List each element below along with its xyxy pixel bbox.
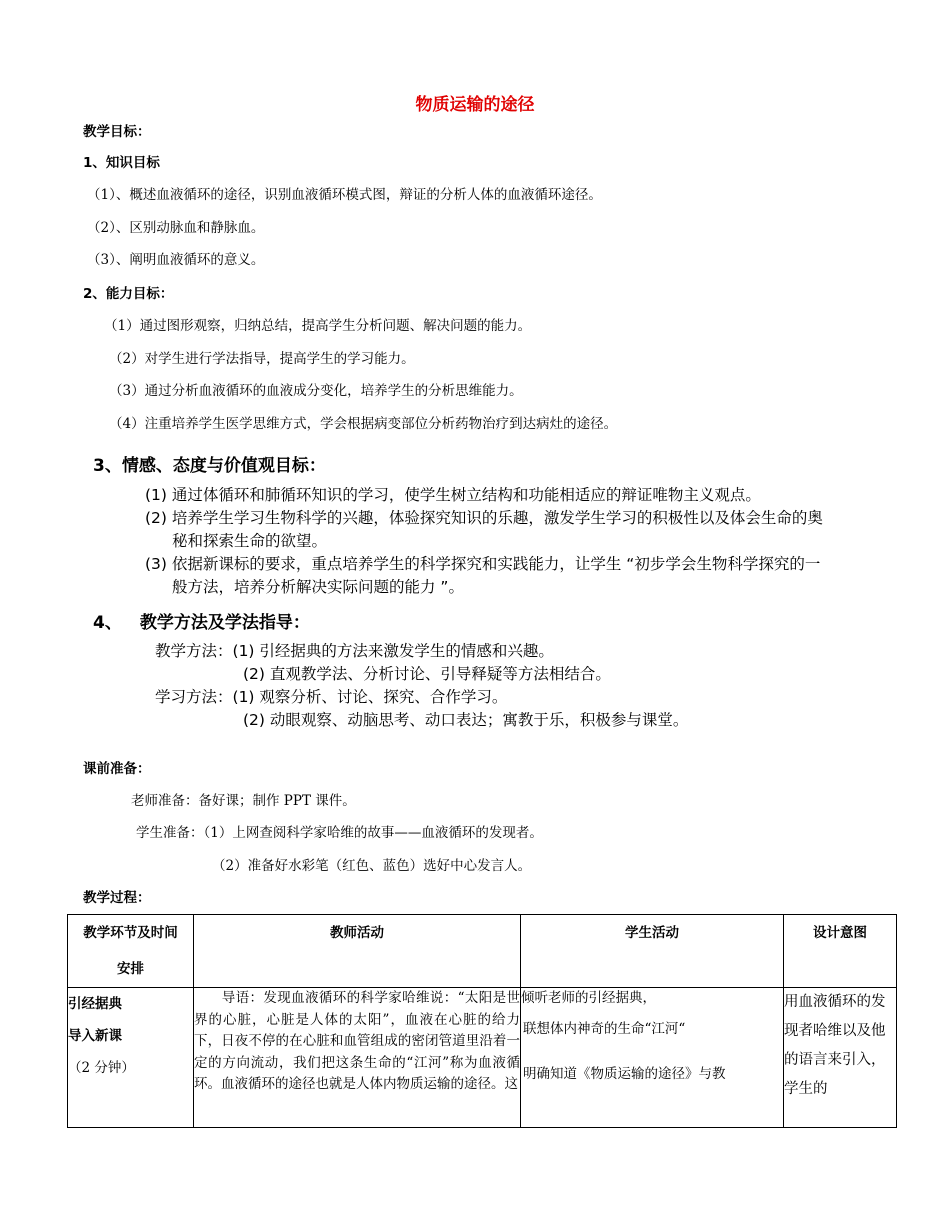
row-teacher-cell: 导语：发现血液循环的科学家哈维说：“太阳是世界的心脏，心脏是人体的太阳”，血液在心脏的给力下，日夜不停的在心脏和血管组成的密闭管道里沿着一定的方向流动，我们把这条生命的“江河”称为血液循环。血液循环的途径也就是人体内物质运输的途径。这	[194, 988, 521, 1128]
header-design: 设计意图	[784, 915, 897, 988]
header-teacher: 教师活动	[194, 915, 521, 988]
objectives-heading: 教学目标：	[83, 124, 151, 140]
knowledge-item: （2）、区别动脉血和静脉血。	[87, 220, 265, 236]
emotion-item-3-line-2: 般方法，培养分析解决实际问题的能力 ”。	[172, 578, 464, 596]
header-stage-line-2: 安排	[117, 961, 144, 977]
teach-method-2: (2) 直观教学法、分析讨论、引导释疑等方法相结合。	[243, 665, 611, 683]
methods-heading-text: 教学方法及学法指导：	[139, 613, 310, 633]
row-stage-cell	[68, 988, 194, 1128]
row-design-cell: 用血液循环的发现者哈维以及他的语言来引入，学生的	[784, 988, 897, 1128]
header-stage	[68, 915, 194, 988]
ability-item: （1）通过图形观察，归纳总结，提高学生分析问题、解决问题的能力。	[104, 318, 532, 334]
teach-method-1: (1) 引经据典的方法来激发学生的情感和兴趣。	[232, 642, 554, 660]
row-student-line-3: 明确知道《物质运输的途径》与教	[523, 1066, 726, 1082]
learn-method-1: (1) 观察分析、讨论、探究、合作学习。	[232, 688, 508, 706]
ability-heading: 2、能力目标：	[83, 286, 174, 302]
ability-item: （2）对学生进行学法指导，提高学生的学习能力。	[109, 351, 415, 367]
emotion-item-3-line-1: (3) 依据新课标的要求，重点培养学生的科学探究和实践能力，让学生 “初步学会生物科学探究的一	[145, 555, 821, 573]
knowledge-item: （1）、概述血液循环的途径，识别血液循环模式图，辩证的分析人体的血液循环途径。	[87, 187, 602, 203]
knowledge-heading: 1、知识目标	[83, 155, 160, 171]
prep-teacher: 老师准备：备好课；制作 PPT 课件。	[131, 793, 356, 809]
header-stage-line-1: 教学环节及时间	[83, 925, 178, 941]
emotion-heading: 3、情感、态度与价值观目标：	[93, 456, 326, 476]
row-student-line-2: 联想体内神奇的生命“江河“	[523, 1021, 686, 1037]
process-table	[67, 914, 897, 1128]
learn-method-label: 学习方法：	[155, 688, 233, 706]
table-header-row	[68, 915, 897, 988]
row-stage-line-2: 导入新课	[68, 1028, 122, 1044]
methods-block	[155, 640, 688, 732]
emotion-item-2-line-1: (2) 培养学生学习生物科学的兴趣，体验探究知识的乐趣，激发学生学习的积极性以及体会生命的奥	[145, 509, 823, 527]
knowledge-item: （3）、阐明血液循环的意义。	[87, 252, 265, 268]
ability-item: （3）通过分析血液循环的血液成分变化，培养学生的分析思维能力。	[109, 383, 523, 399]
prep-student-1: 学生准备：（1）上网查阅科学家哈维的故事——血液循环的发现者。	[136, 825, 543, 841]
process-heading: 教学过程：	[83, 890, 151, 906]
emotion-item-1-text: (1) 通过体循环和肺循环知识的学习，使学生树立结构和功能相适应的辩证唯物主义观点。	[145, 486, 761, 504]
row-stage-time: （2 分钟）	[68, 1060, 135, 1076]
prep-heading: 课前准备：	[83, 761, 151, 777]
page-title: 物质运输的途径	[415, 95, 535, 115]
header-student: 学生活动	[521, 915, 784, 988]
emotion-item-1	[145, 484, 823, 599]
emotion-item-2-line-2: 秘和探索生命的欲望。	[172, 532, 328, 550]
row-student-line-1: 倾听老师的引经据典，	[521, 990, 656, 1006]
prep-student-2: （2）准备好水彩笔（红色、蓝色）选好中心发言人。	[212, 858, 532, 874]
ability-item: （4）注重培养学生医学思维方式，学会根据病变部位分析药物治疗到达病灶的途径。	[109, 416, 618, 432]
row-stage-line-1: 引经据典	[68, 996, 122, 1012]
methods-heading-num: 4、	[93, 613, 122, 633]
teach-method-label: 教学方法：	[155, 642, 233, 660]
methods-heading	[93, 608, 310, 633]
table-row	[68, 988, 897, 1128]
row-student-cell	[521, 988, 784, 1128]
learn-method-2: (2) 动眼观察、动脑思考、动口表达；寓教于乐，积极参与课堂。	[243, 711, 689, 729]
